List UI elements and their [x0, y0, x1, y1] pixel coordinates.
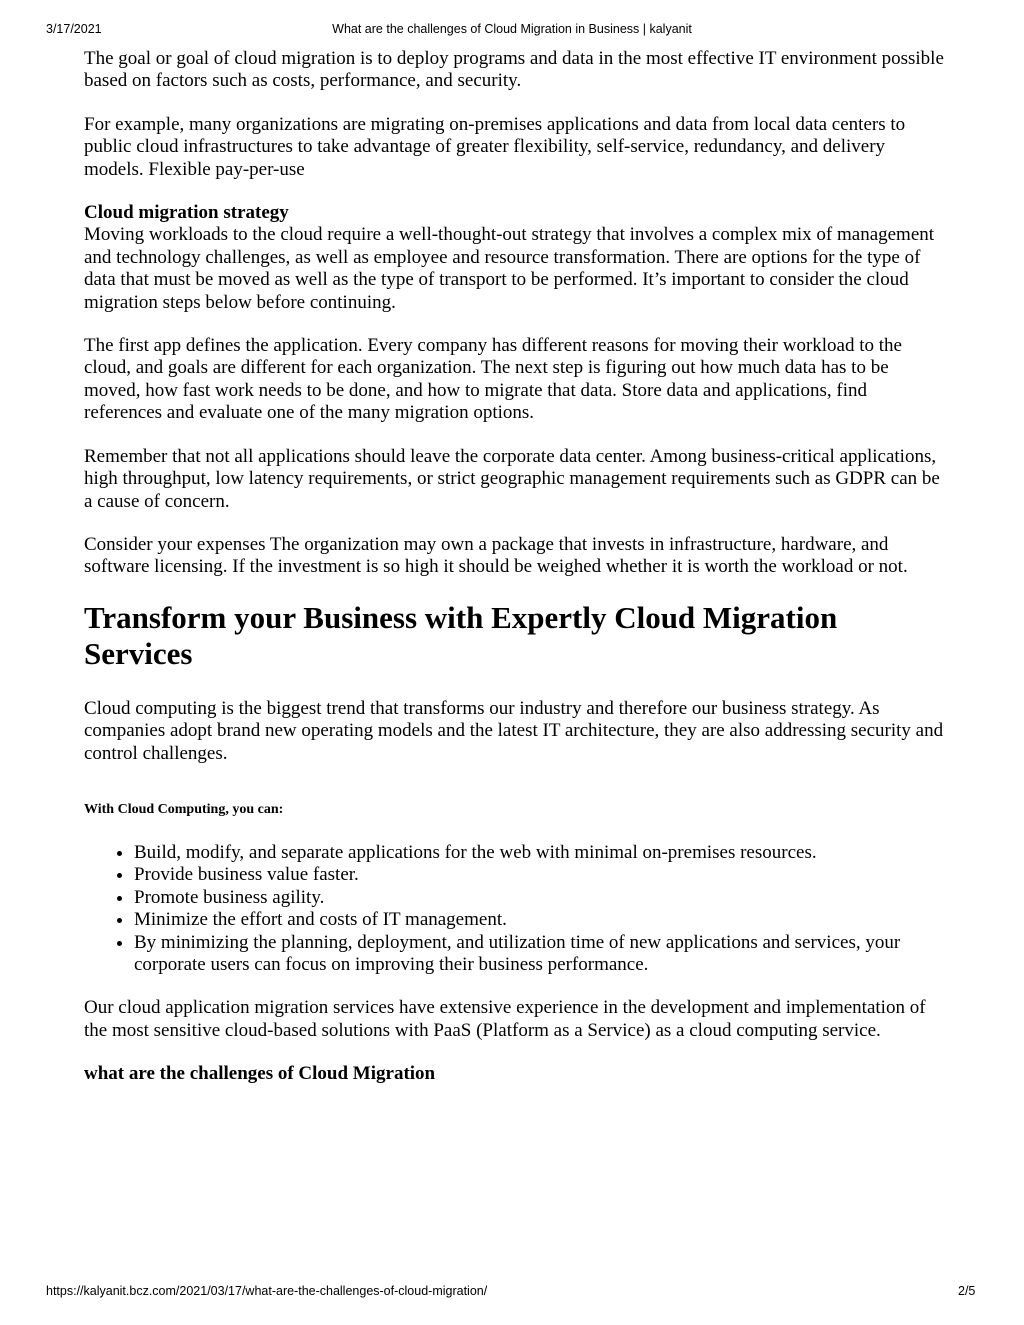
list-item: • Promote business agility.	[134, 887, 946, 909]
print-page-number: 2/5	[958, 1284, 976, 1298]
section-heading: Transform your Business with Expertly Cloud Migration Services	[84, 599, 838, 671]
paragraph-remember: Remember that not all applications should leave the corporate data center. Among business-critical applications, high throughput, low latency requirements, or strict geographic management requirements such as GDPR can be a cause of concern.	[84, 445, 940, 512]
list-item: • Build, modify, and separate applications for the web with minimal on-premises resources.	[134, 842, 946, 864]
strategy-heading: Cloud migration strategy	[84, 202, 289, 224]
paragraph-first-app: The first app defines the application. Every company has different reasons for moving their workload to the cloud, and goals are different for each organization. The next step is figuring out how much data has to be moved, how fast work needs to be done, and how to migrate that data. Store data and applications, find references and evaluate one of the many migration options.	[84, 335, 902, 424]
paragraph-services: Our cloud application migration services have extensive experience in the development and implementation of the most sensitive cloud-based solutions with PaaS (Platform as a Service) as a cloud computing service.	[84, 997, 926, 1041]
strategy-text: Moving workloads to the cloud require a well-thought-out strategy that involves a complex mix of management and technology challenges, as well as employee and resource transformation. There are options for the type of data that must be moved as well as the type of transport to be performed. It’s important to consider the cloud migration steps below before continuing.	[84, 224, 935, 313]
paragraph-cloud-computing: Cloud computing is the biggest trend that transforms our industry and therefore our business strategy. As companies adopt brand new operating models and the latest IT architecture, they are also addressing security and control challenges.	[84, 697, 944, 764]
strategy-block	[84, 202, 946, 314]
list-item: • Minimize the effort and costs of IT management.	[134, 909, 946, 931]
paragraph-goal: The goal or goal of cloud migration is to deploy programs and data in the most effective IT environment possible based on factors such as costs, performance, and security.	[84, 48, 944, 92]
print-date: 3/17/2021	[46, 22, 102, 36]
article-body	[84, 48, 946, 1107]
paragraph-expenses: Consider your expenses The organization may own a package that invests in infrastructure, hardware, and software licensing. If the investment is so high it should be weighed whether it is worth the workload or not.	[84, 533, 908, 578]
list-heading: With Cloud Computing, you can:	[84, 801, 284, 817]
print-page-title: What are the challenges of Cloud Migration in Business | kalyanit	[332, 22, 692, 36]
print-url: https://kalyanit.bcz.com/2021/03/17/what-are-the-challenges-of-cloud-migration/	[46, 1284, 488, 1298]
list-item: • Provide business value faster.	[134, 864, 946, 886]
challenges-heading: what are the challenges of Cloud Migration	[84, 1063, 436, 1085]
paragraph-example: For example, many organizations are migrating on-premises applications and data from local data centers to public cloud infrastructures to take advantage of greater flexibility, self-service, redundancy, and delivery models. Flexible pay-per-use	[84, 113, 906, 180]
list-item: • By minimizing the planning, deployment, and utilization time of new applications and services, your corporate users can focus on improving their business performance.	[134, 932, 946, 977]
benefits-list	[84, 842, 946, 976]
